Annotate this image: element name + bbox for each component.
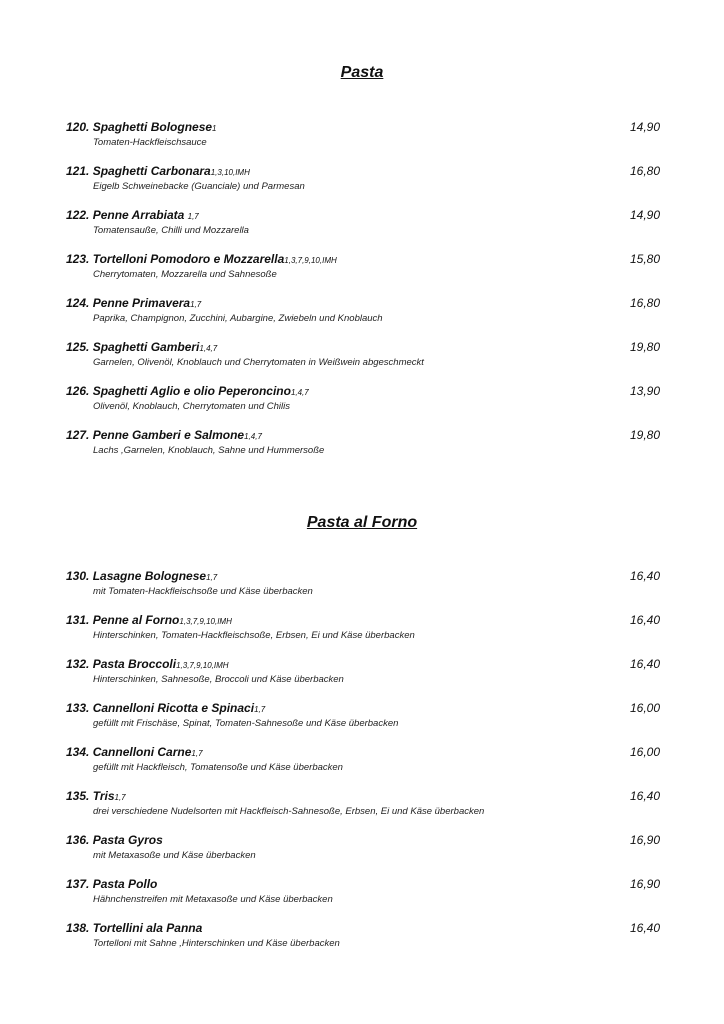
- item-number: 133.: [66, 701, 90, 715]
- item-price: 15,80: [629, 252, 660, 266]
- item-number: 130.: [66, 569, 90, 583]
- item-price: 16,40: [629, 921, 660, 935]
- item-price: 16,80: [629, 164, 660, 178]
- item-allergens: 1,7: [191, 749, 203, 758]
- item-price: 19,80: [629, 428, 660, 442]
- pasta-al-forno-list: [66, 569, 666, 965]
- item-number: 120.: [66, 120, 90, 134]
- item-description: Hinterschinken, Tomaten-Hackfleischsoße, Erbsen, Ei und Käse überbacken: [93, 630, 415, 641]
- item-number: 136.: [66, 833, 90, 847]
- item-allergens: 1,7: [114, 793, 126, 802]
- item-title: [66, 877, 666, 893]
- item-price: 16,00: [629, 745, 660, 759]
- item-name: Spaghetti Gamberi: [92, 340, 200, 354]
- item-title: [66, 569, 666, 585]
- item-description: Hähnchenstreifen mit Metaxasoße und Käse überbacken: [93, 894, 333, 905]
- menu-item: [66, 252, 666, 296]
- item-name: Penne Arrabiata: [92, 208, 188, 222]
- item-price: 16,80: [629, 296, 660, 310]
- menu-item: [66, 428, 666, 472]
- item-name: Penne al Forno: [92, 613, 180, 627]
- item-title: [66, 208, 666, 224]
- item-price: 16,40: [629, 657, 660, 671]
- item-title: [66, 789, 666, 805]
- item-price: 19,80: [629, 340, 660, 354]
- item-price: 14,90: [629, 208, 660, 222]
- item-allergens: 1,3,7,9,10,IMH: [176, 661, 229, 670]
- item-number: 124.: [66, 296, 90, 310]
- item-name: Spaghetti Carbonara: [92, 164, 211, 178]
- item-title: [66, 340, 666, 356]
- menu-item: [66, 384, 666, 428]
- section-title-pasta: Pasta: [340, 64, 384, 81]
- item-name: Penne Gamberi e Salmone: [92, 428, 245, 442]
- menu-item: [66, 921, 666, 965]
- item-description: Tomatensauße, Chilli und Mozzarella: [93, 225, 249, 236]
- item-allergens: 1,7: [206, 573, 218, 582]
- item-title: [66, 428, 666, 444]
- item-description: mit Tomaten-Hackfleischsoße und Käse überbacken: [93, 586, 313, 597]
- item-number: 134.: [66, 745, 90, 759]
- item-description: Olivenöl, Knoblauch, Cherrytomaten und Chilis: [93, 401, 290, 412]
- menu-item: [66, 701, 666, 745]
- item-number: 135.: [66, 789, 90, 803]
- item-number: 126.: [66, 384, 90, 398]
- item-allergens: 1,3,7,9,10,IMH: [179, 617, 232, 626]
- item-price: 16,90: [629, 877, 660, 891]
- item-number: 131.: [66, 613, 90, 627]
- item-number: 132.: [66, 657, 90, 671]
- item-price: 16,40: [629, 789, 660, 803]
- item-title: [66, 921, 666, 937]
- item-number: 121.: [66, 164, 90, 178]
- item-number: 127.: [66, 428, 90, 442]
- menu-item: [66, 340, 666, 384]
- menu-item: [66, 877, 666, 921]
- item-title: [66, 164, 666, 180]
- menu-item: [66, 613, 666, 657]
- item-allergens: 1,4,7: [244, 432, 262, 441]
- item-allergens: 1,4,7: [199, 344, 218, 353]
- item-price: 13,90: [629, 384, 660, 398]
- item-description: Hinterschinken, Sahnesoße, Broccoli und Käse überbacken: [93, 674, 344, 685]
- item-description: Eigelb Schweinebacke (Guanciale) und Parmesan: [93, 181, 305, 192]
- item-name: Spaghetti Bolognese: [92, 120, 213, 134]
- item-allergens: 1,7: [190, 300, 202, 309]
- item-title: [66, 657, 666, 673]
- item-description: Tomaten-Hackfleischsauce: [93, 137, 207, 148]
- item-title: [66, 833, 666, 849]
- menu-item: [66, 833, 666, 877]
- item-name: Spaghetti Aglio e olio Peperoncino: [92, 384, 291, 398]
- item-allergens: 1,7: [254, 705, 266, 714]
- item-number: 125.: [66, 340, 90, 354]
- item-name: Cannelloni Ricotta e Spinaci: [92, 701, 255, 715]
- item-name: Pasta Pollo: [92, 877, 158, 891]
- item-name: Pasta Broccoli: [92, 657, 177, 671]
- item-allergens: 1: [212, 124, 217, 133]
- item-number: 137.: [66, 877, 90, 891]
- item-allergens: 1,7: [187, 212, 199, 221]
- item-title: [66, 384, 666, 400]
- item-title: [66, 252, 666, 268]
- item-allergens: 1,3,10,IMH: [210, 168, 250, 177]
- item-price: 16,90: [629, 833, 660, 847]
- item-name: Cannelloni Carne: [92, 745, 192, 759]
- menu-item: [66, 208, 666, 252]
- item-description: Lachs ,Garnelen, Knoblauch, Sahne und Hummersoße: [93, 445, 325, 456]
- item-title: [66, 613, 666, 629]
- section-title-pasta-al-forno: Pasta al Forno: [306, 514, 418, 531]
- item-price: 14,90: [629, 120, 660, 134]
- item-description: gefüllt mit Frischäse, Spinat, Tomaten-Sahnesoße und Käse überbacken: [93, 718, 399, 729]
- item-description: drei verschiedene Nudelsorten mit Hackfleisch-Sahnesoße, Erbsen, Ei und Käse überbacken: [93, 806, 485, 817]
- pasta-list: [66, 120, 666, 472]
- item-price: 16,40: [629, 613, 660, 627]
- item-allergens: 1,3,7,9,10,IMH: [284, 256, 337, 265]
- item-name: Tortelloni Pomodoro e Mozzarella: [92, 252, 285, 266]
- item-title: [66, 745, 666, 761]
- item-name: Tortellini ala Panna: [92, 921, 203, 935]
- item-description: Garnelen, Olivenöl, Knoblauch und Cherrytomaten in Weißwein abgeschmeckt: [93, 357, 424, 368]
- item-price: 16,40: [629, 569, 660, 583]
- item-name: Tris: [92, 789, 115, 803]
- item-description: Cherrytomaten, Mozzarella und Sahnesoße: [93, 269, 277, 280]
- item-description: gefüllt mit Hackfleisch, Tomatensoße und Käse überbacken: [93, 762, 343, 773]
- item-description: Paprika, Champignon, Zucchini, Aubargine, Zwiebeln und Knoblauch: [93, 313, 383, 324]
- item-number: 138.: [66, 921, 90, 935]
- menu-item: [66, 164, 666, 208]
- item-title: [66, 296, 666, 312]
- menu-item: [66, 657, 666, 701]
- menu-item: [66, 745, 666, 789]
- item-number: 123.: [66, 252, 90, 266]
- menu-item: [66, 789, 666, 833]
- item-name: Pasta Gyros: [92, 833, 163, 847]
- item-allergens: 1,4,7: [290, 388, 309, 397]
- item-name: Lasagne Bolognese: [92, 569, 207, 583]
- item-description: mit Metaxasoße und Käse überbacken: [93, 850, 256, 861]
- menu-item: [66, 120, 666, 164]
- menu-item: [66, 296, 666, 340]
- item-description: Tortelloni mit Sahne ,Hinterschinken und Käse überbacken: [93, 938, 340, 949]
- item-title: [66, 701, 666, 717]
- item-price: 16,00: [629, 701, 660, 715]
- item-title: [66, 120, 666, 136]
- menu-item: [66, 569, 666, 613]
- item-number: 122.: [66, 208, 90, 222]
- item-name: Penne Primavera: [92, 296, 191, 310]
